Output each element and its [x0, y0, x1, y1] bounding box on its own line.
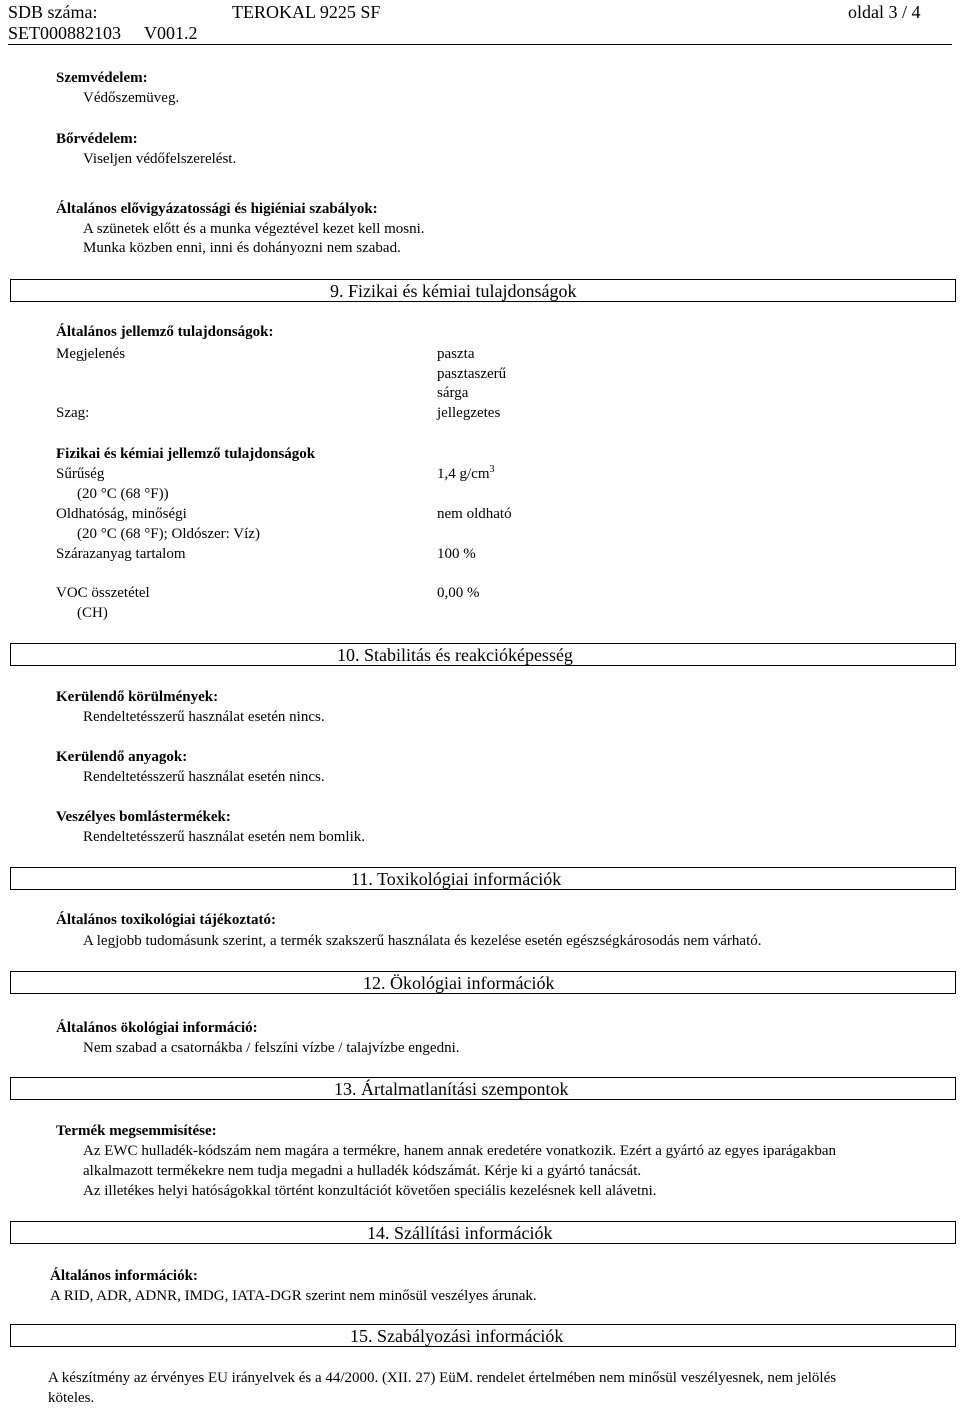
section-13-title: 13. Ártalmatlanítási szempontok: [334, 1079, 569, 1099]
solids-value: 100 %: [437, 546, 476, 562]
section-9-header: [10, 279, 956, 302]
voc-condition: (CH): [77, 605, 108, 621]
page-number: oldal 3 / 4: [848, 2, 921, 22]
solubility-label: Oldhatóság, minőségi: [56, 506, 187, 522]
section-12-header: [10, 971, 956, 994]
skin-protection-title: Bőrvédelem:: [56, 131, 138, 147]
eye-protection-title: Szemvédelem:: [56, 70, 148, 86]
odor-value: jellegzetes: [437, 405, 501, 421]
header-divider: [8, 44, 952, 45]
conditions-to-avoid-text: Rendeltetésszerű használat esetén nincs.: [83, 709, 325, 725]
product-name: TEROKAL 9225 SF: [232, 2, 381, 22]
appearance-value-3: sárga: [437, 385, 469, 401]
section-15-header: [10, 1324, 956, 1347]
materials-to-avoid-text: Rendeltetésszerű használat esetén nincs.: [83, 769, 325, 785]
general-properties-title: Általános jellemző tulajdonságok:: [56, 324, 274, 340]
materials-to-avoid-title: Kerülendő anyagok:: [56, 749, 188, 765]
disposal-line-1: Az EWC hulladék-kódszám nem magára a termékre, hanem annak eredetére vonatkozik. Ezért a gyártó az egyes iparágakban: [83, 1143, 836, 1159]
appearance-label: Megjelenés: [56, 346, 126, 362]
disposal-line-3: Az illetékes helyi hatóságokkal történt konzultációt követően speciális kezelésnek kell alávetni.: [83, 1183, 657, 1199]
section-15-title: 15. Szabályozási információk: [350, 1326, 564, 1346]
skin-protection-text: Viseljen védőfelszerelést.: [83, 151, 237, 167]
section-10-header: [10, 643, 956, 666]
section-10-title: 10. Stabilitás és reakcióképesség: [337, 645, 573, 665]
section-14-header: [10, 1221, 956, 1244]
density-value: [437, 464, 495, 484]
solubility-value: nem oldható: [437, 506, 512, 522]
section-9-title: 9. Fizikai és kémiai tulajdonságok: [330, 281, 577, 301]
solubility-condition: (20 °C (68 °F); Oldószer: Víz): [77, 526, 260, 542]
ecology-text: Nem szabad a csatornákba / felszíni vízbe / talajvízbe engedni.: [83, 1040, 460, 1056]
density-number: 1,4 g/cm: [437, 466, 490, 482]
conditions-to-avoid-title: Kerülendő körülmények:: [56, 689, 219, 705]
hygiene-line-1: A szünetek előtt és a munka végeztével kezet kell mosni.: [83, 221, 425, 237]
odor-label: Szag:: [56, 405, 90, 421]
density-label: Sűrűség: [56, 466, 105, 482]
transport-subtitle: Általános információk:: [50, 1268, 198, 1284]
sdb-label: SDB száma:: [8, 2, 98, 22]
regulatory-line-2: köteles.: [48, 1390, 95, 1406]
section-14-title: 14. Szállítási információk: [367, 1223, 553, 1243]
ecology-subtitle: Általános ökológiai információ:: [56, 1020, 258, 1036]
transport-text: A RID, ADR, ADNR, IMDG, IATA-DGR szerint nem minősül veszélyes árunak.: [50, 1288, 537, 1304]
voc-label: VOC összetétel: [56, 585, 150, 601]
density-condition: (20 °C (68 °F)): [77, 486, 169, 502]
solids-label: Szárazanyag tartalom: [56, 546, 186, 562]
section-11-title: 11. Toxikológiai információk: [351, 869, 562, 889]
toxicology-subtitle: Általános toxikológiai tájékoztató:: [56, 912, 276, 928]
hygiene-line-2: Munka közben enni, inni és dohányozni nem szabad.: [83, 240, 401, 256]
section-11-header: [10, 867, 956, 890]
section-12-title: 12. Ökológiai információk: [363, 973, 555, 993]
eye-protection-text: Védőszemüveg.: [83, 90, 180, 106]
document-id: SET000882103: [8, 23, 122, 43]
decomposition-text: Rendeltetésszerű használat esetén nem bomlik.: [83, 829, 365, 845]
appearance-value-2: pasztaszerű: [437, 366, 507, 382]
regulatory-line-1: A készítmény az érvényes EU irányelvek és a 44/2000. (XII. 27) EüM. rendelet értelmében nem minősül veszélyesnek, nem jelölés: [48, 1370, 837, 1386]
appearance-value-1: paszta: [437, 346, 475, 362]
hygiene-title: Általános elővigyázatossági és higiéniai szabályok:: [56, 201, 378, 217]
disposal-subtitle: Termék megsemmisítése:: [56, 1123, 217, 1139]
decomposition-title: Veszélyes bomlástermékek:: [56, 809, 231, 825]
disposal-line-2: alkalmazott termékekre nem tudja megadni a hulladék kódszámát. Kérje ki a gyártó tanácsát.: [83, 1163, 642, 1179]
physical-properties-title: Fizikai és kémiai jellemző tulajdonságok: [56, 446, 316, 462]
document-version: V001.2: [144, 23, 198, 43]
density-unit-exponent: 3: [489, 464, 495, 475]
section-13-header: [10, 1077, 956, 1100]
voc-value: 0,00 %: [437, 585, 480, 601]
toxicology-text: A legjobb tudomásunk szerint, a termék szakszerű használata és kezelése esetén egészségkárosodás nem várható.: [83, 933, 762, 949]
